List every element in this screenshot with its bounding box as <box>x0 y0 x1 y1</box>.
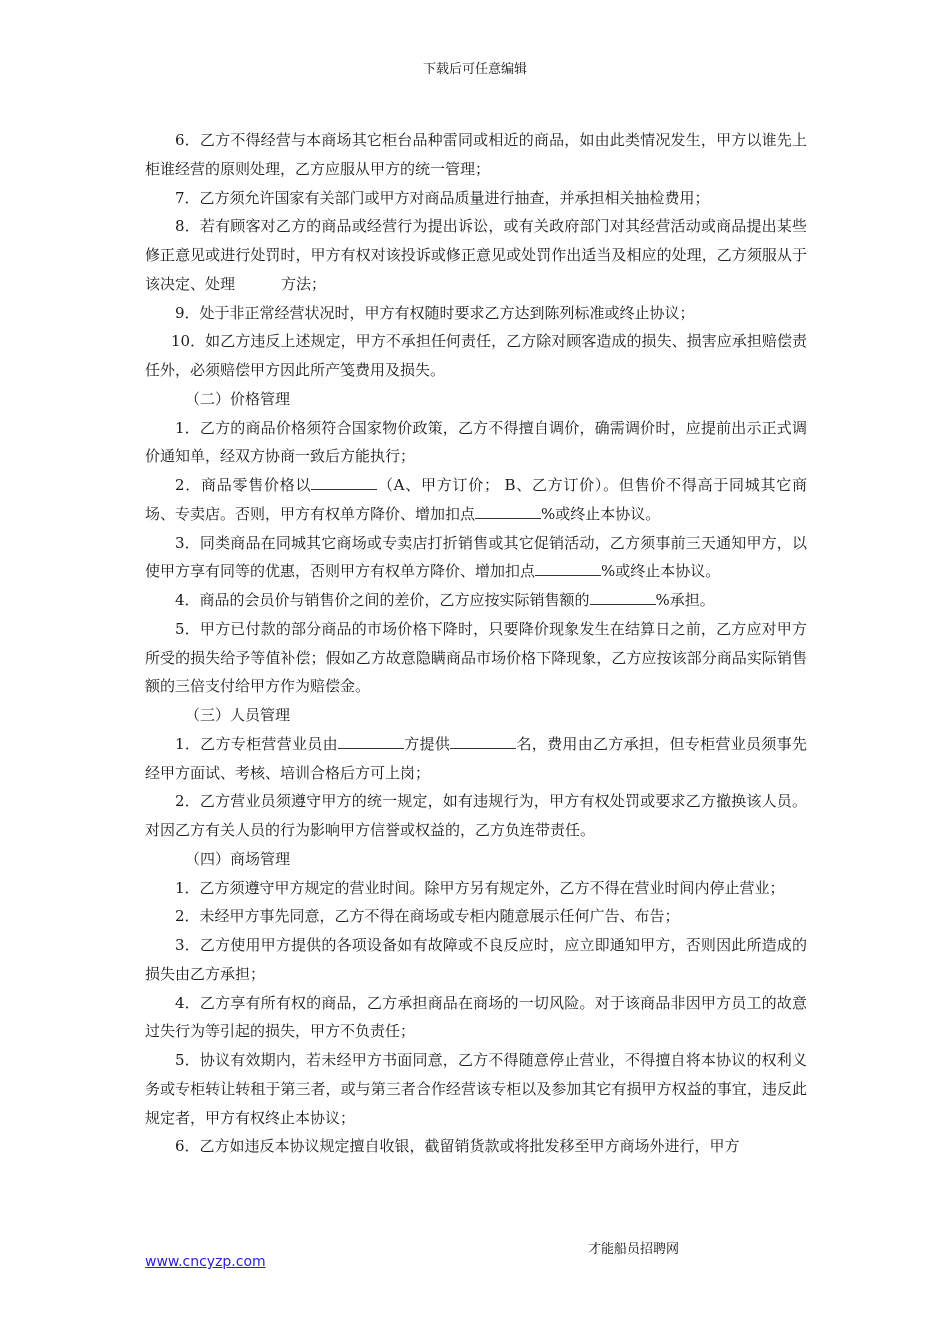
clause-7: 7．乙方须允许国家有关部门或甲方对商品质量进行抽查，并承担相关抽检费用； <box>175 188 710 207</box>
price-clause-3-text-b: %或终止本协议。 <box>601 562 721 581</box>
price-clause-3 <box>145 529 807 587</box>
clause-8-end: 方法； <box>281 274 327 293</box>
footer-site-name: 才能船员招聘网 <box>588 1242 680 1257</box>
section-heading-mall: （四）商场管理 <box>185 849 291 868</box>
document-body <box>145 126 807 1161</box>
mall-clause-4: 4．乙方享有所有权的商品，乙方承担商品在商场的一切风险。对于该商品非因甲方员工的故意过失行为等引起的损失，甲方不负责任； <box>145 993 807 1041</box>
section-heading-staff: （三）人员管理 <box>185 706 291 724</box>
fill-blank <box>535 558 601 576</box>
section-heading-price: （二）价格管理 <box>185 389 291 408</box>
footer-website-link[interactable]: www.cncyzp.com <box>145 1254 266 1270</box>
fill-blank <box>475 501 541 519</box>
staff-clause-2: 2．乙方营业员须遵守甲方的统一规定，如有违规行为，甲方有权处罚或要求乙方撤换该人员。对因乙方有关人员的行为影响甲方信誉或权益的，乙方负连带责任。 <box>145 792 807 839</box>
price-clause-3-text: 3．同类商品在同城其它商场或专卖店打折销售或其它促销活动，乙方须事前三天通知甲方，以使甲方享有同等的优惠，否则甲方有权单方降价、增加扣点 <box>145 533 807 581</box>
fill-blank <box>450 731 516 749</box>
price-clause-4-text: 4．商品的会员价与销售价之间的差价，乙方应按实际销售额的 <box>175 591 590 609</box>
staff-clause-1 <box>145 730 807 788</box>
price-clause-4 <box>145 586 807 615</box>
price-clause-5: 5．甲方已付款的部分商品的市场价格下降时，只要降价现象发生在结算日之前，乙方应对甲方所受的损失给予等值补偿；假如乙方故意隐瞒商品市场价格下降现象，乙方应按该部分商品实际销售额的三倍支付给甲方作为赔偿金。 <box>145 619 807 696</box>
price-clause-1: 1．乙方的商品价格须符合国家物价政策，乙方不得擅自调价，确需调价时，应提前出示正式调价通知单，经双方协商一致后方能执行； <box>145 418 807 466</box>
fill-blank <box>590 587 656 605</box>
mall-clause-3: 3．乙方使用甲方提供的各项设备如有故障或不良反应时，应立即通知甲方，否则因此所造成的损失由乙方承担； <box>145 936 807 983</box>
price-clause-2-text: 2．商品零售价格以 <box>175 476 312 494</box>
mall-clause-2: 2．未经甲方事先同意，乙方不得在商场或专柜内随意展示任何广告、布告； <box>175 907 680 926</box>
staff-clause-1-text: 1．乙方专柜营营业员由 <box>175 734 338 753</box>
staff-clause-1-text-c: 名，费用由乙方承担，但专柜营业员须事先经甲方面试、考核、培训合格后方可上岗； <box>145 734 807 782</box>
mall-clause-5: 5．协议有效期内，若未经甲方书面同意，乙方不得随意停止营业，不得擅自将本协议的权利义务或专柜转让转租于第三者，或与第三者合作经营该专柜以及参加其它有损甲方权益的事宜，违反此规定者，甲方有权终止本协议； <box>145 1051 807 1127</box>
fill-blank <box>311 472 377 490</box>
clause-8 <box>145 212 807 298</box>
clause-10: 10．如乙方违反上述规定，甲方不承担任何责任，乙方除对顾客造成的损失、损害应承担赔偿责任外，必须赔偿甲方因此所产笺费用及损失。 <box>145 332 807 379</box>
mall-clause-6: 6．乙方如违反本协议规定擅自收银，截留销货款或将批发移至甲方商场外进行，甲方 <box>175 1137 740 1156</box>
page-header-title: 下载后可任意编辑 <box>422 62 527 77</box>
mall-clause-1: 1．乙方须遵守甲方规定的营业时间。除甲方另有规定外，乙方不得在营业时间内停止营业； <box>175 878 785 897</box>
clause-8-text: 8．若有顾客对乙方的商品或经营行为提出诉讼，或有关政府部门对其经营活动或商品提出某些修正意见或进行处罚时，甲方有权对该投诉或修正意见或处罚作出适当及相应的处理，乙方须服从于该决定、处理 <box>145 217 807 293</box>
price-clause-2 <box>145 471 807 529</box>
fill-blank <box>338 731 404 749</box>
staff-clause-1-text-b: 方提供 <box>403 734 451 753</box>
clause-9: 9．处于非正常经营状况时，甲方有权随时要求乙方达到陈列标准或终止协议； <box>175 303 695 322</box>
price-clause-2-text-b: （A、甲方订价； B、乙方订价）。但售价不得高于同城其它商场、专卖店。否则，甲方有权单方降价、增加扣点 <box>145 476 807 523</box>
clause-6: 6．乙方不得经营与本商场其它柜台品种雷同或相近的商品，如由此类情况发生，甲方以谁先上柜谁经营的原则处理，乙方应服从甲方的统一管理； <box>145 131 807 178</box>
price-clause-4-text-b: %承担。 <box>655 591 715 609</box>
price-clause-2-text-c: %或终止本协议。 <box>541 504 661 523</box>
